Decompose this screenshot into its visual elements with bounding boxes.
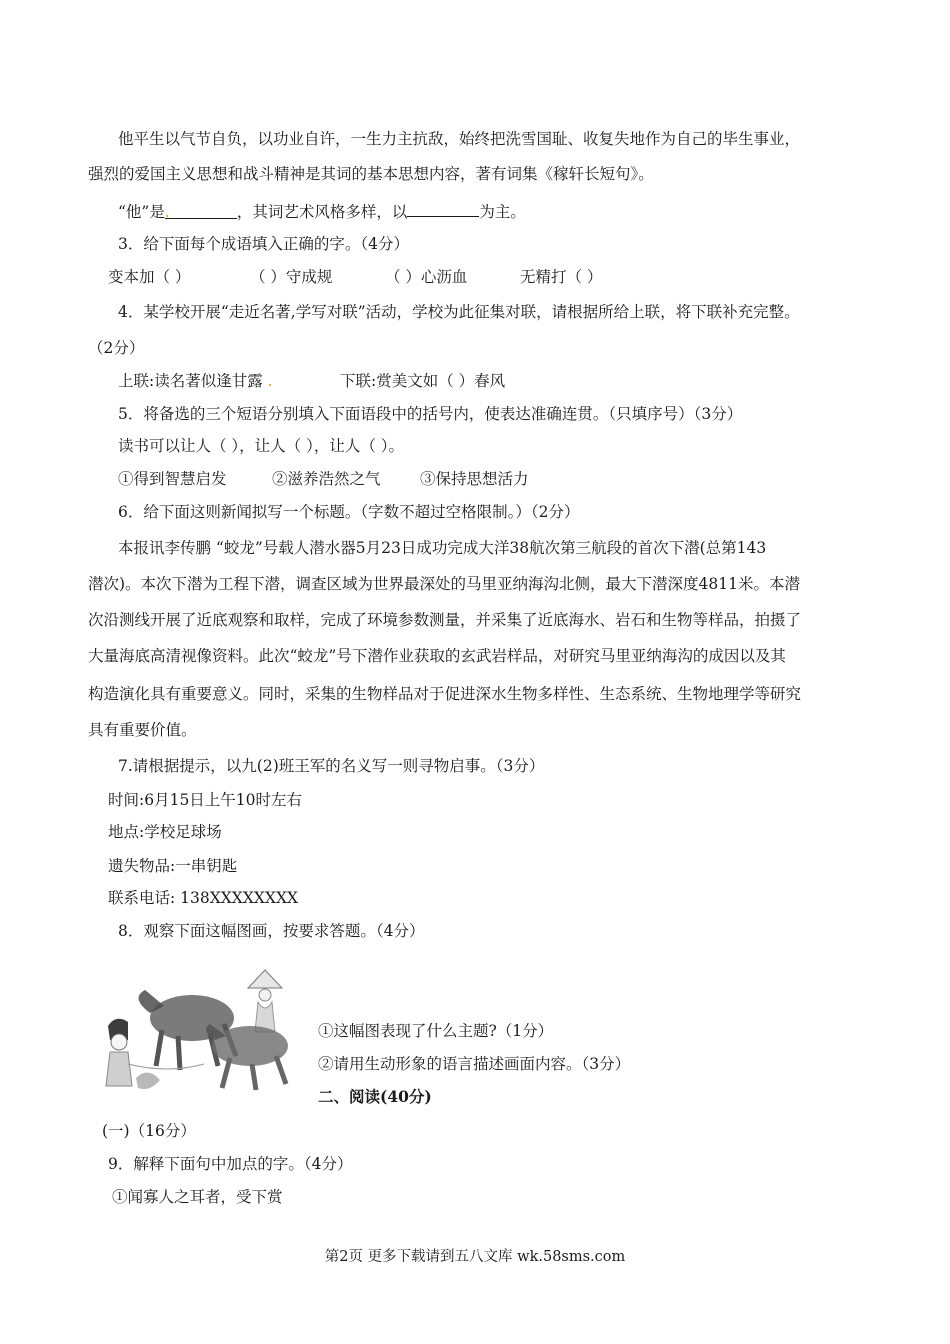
q6-news-line-3: 次沿测线开展了近底观察和取样，完成了环境参数测量，并采集了近底海水、岩石和生物等样品，拍摄了 [88,611,802,629]
q5-sentence: 读书可以让人（ ），让人（ ），让人（ ）。 [118,437,405,455]
q4-lower-couplet: 下联:赏美文如（ ）春风 [340,372,506,390]
q5-option-2: ②滋养浩然之气 [272,470,381,488]
q4-score: （2分） [88,339,145,357]
intro-line-3 [118,200,526,222]
q6-news-line-5: 构造演化具有重要意义。同时，采集的生物样品对于促进深水生物多样性、生态系统、生物地理学等研究 [88,685,802,703]
fill-in-prefix: “他”是 [118,203,165,221]
q6-news-line-4: 大量海底高清视像资料。此次“蛟龙”号下潜作业获取的玄武岩样品，对研究马里亚纳海沟的成因以及其 [88,647,786,665]
q8-title: 8．观察下面这幅图画，按要求答题。（4分） [118,922,425,940]
q9-item-1: ①闻寡人之耳者，受下赏 [112,1188,283,1206]
q5-title: 5．将备选的三个短语分别填入下面语段中的括号内，使表达准确连贯。（只填序号）（3分） [118,405,743,423]
q7-time: 时间:6月15日上午10时左右 [108,791,303,809]
q3-item-4: 无精打（ ） [520,268,603,286]
q3-item-2: （ ）守成规 [250,268,333,286]
q4-upper-couplet: 上联:读名著似逢甘露 . [118,372,273,390]
fill-in-suffix: 为主。 [479,203,526,221]
ink-painting-image [100,968,305,1108]
q3-title: 3．给下面每个成语填入正确的字。（4分） [118,235,409,253]
q6-news-line-6: 具有重要价值。 [88,721,197,739]
page-footer: 第2页 更多下载请到五八文库 wk.58sms.com [324,1249,626,1265]
q6-news-line-1: 本报讯李传鹏 “蛟龙”号载人潜水器5月23日成功完成大洋38航次第三航段的首次下潜(总第143 [118,539,767,557]
q4-title: 4．某学校开展“走近名著,学写对联”活动，学校为此征集对联，请根据所给上联，将下联补充完整。 [118,303,800,321]
intro-line-2: 强烈的爱国主义思想和战斗精神是其词的基本思想内容，著有词集《稼轩长短句》。 [88,165,654,183]
q5-option-3: ③保持思想活力 [420,470,529,488]
q7-title: 7.请根据提示，以九(2)班王军的名义写一则寻物启事。（3分） [118,757,545,775]
answer-blank-1[interactable]: . [165,202,237,219]
q6-news-line-2: 潜次)。本次下潜为工程下潜，调查区域为世界最深处的马里亚纳海沟北侧，最大下潜深度4811米。本潜 [88,575,800,593]
q3-item-1: 变本加（ ） [108,268,191,286]
q8-sub-question-1: ①这幅图表现了什么主题?（1分） [318,1022,554,1040]
q6-title: 6．给下面这则新闻拟写一个标题。（字数不超过空格限制。）（2分） [118,503,580,521]
intro-line-1: 他平生以气节自负，以功业自许，一生力主抗敌，始终把洗雪国耻、收复失地作为自己的毕生事业， [118,130,801,148]
section-2-heading: 二、阅读(40分) [318,1087,432,1106]
q7-place: 地点:学校足球场 [108,823,222,841]
q8-sub-question-2: ②请用生动形象的语言描述画面内容。（3分） [318,1055,631,1073]
q7-phone: 联系电话: 138XXXXXXXX [108,889,299,907]
answer-blank-2[interactable] [407,200,479,217]
q3-item-3: （ ）心沥血 [385,268,468,286]
q9-title: 9．解释下面句中加点的字。（4分） [108,1155,353,1173]
part-1-heading: (一)（16分） [102,1122,196,1140]
q7-item: 遗失物品:一串钥匙 [108,857,238,875]
q5-option-1: ①得到智慧启发 [118,470,227,488]
fill-in-middle: ，其词艺术风格多样，以 [236,203,408,221]
